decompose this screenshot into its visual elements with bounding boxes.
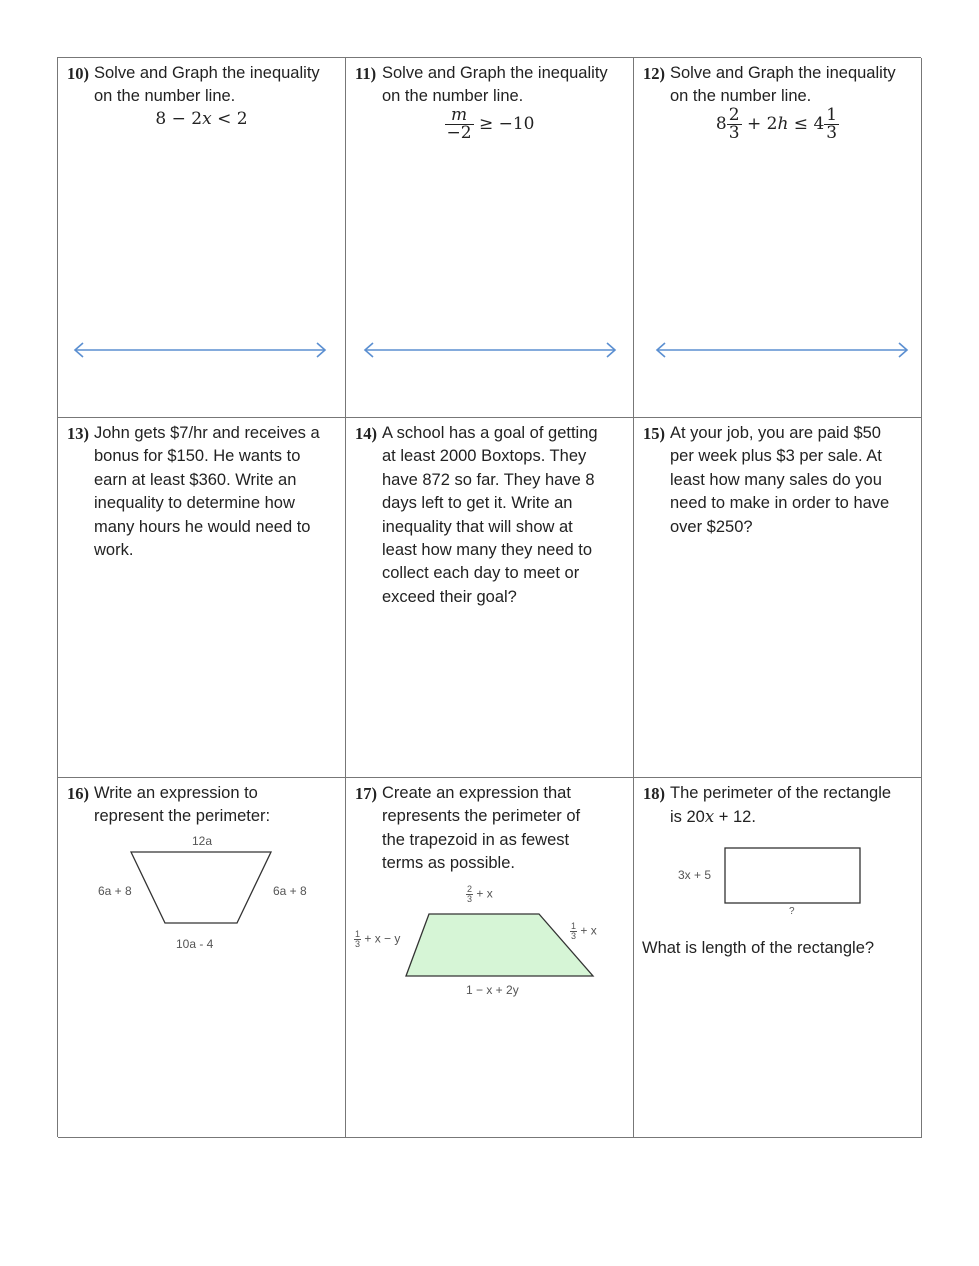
problem-line: on the number line. — [94, 87, 236, 106]
fraction — [466, 885, 473, 904]
problem-line: Solve and Graph the inequality — [94, 64, 320, 82]
problem-line: Solve and Graph the inequality — [382, 64, 608, 82]
trapezoid-left-label: 6a + 8 — [98, 884, 132, 898]
problem-number: 11) — [355, 64, 377, 83]
problem-line: John gets $7/hr and receives a — [94, 424, 320, 442]
numerator: m — [445, 107, 474, 125]
problem-number: 17) — [355, 784, 377, 803]
problem-number: 15) — [643, 424, 665, 443]
trapezoid-bottom-label: 10a - 4 — [176, 937, 214, 951]
inequality-10 — [66, 109, 337, 129]
problem-line: inequality that will show at — [382, 517, 573, 536]
problem-line: At your job, you are paid $50 — [670, 424, 881, 442]
problem-18-text — [642, 782, 913, 830]
number-line-11[interactable] — [362, 340, 618, 360]
problem-17-text — [354, 782, 625, 876]
problem-13-text — [66, 422, 337, 562]
label-rest: + x — [473, 886, 493, 901]
problem-10-text — [66, 62, 337, 109]
problem-line: inequality to determine how — [94, 494, 295, 513]
denominator: 3 — [728, 122, 740, 143]
problem-number: 16) — [67, 784, 89, 803]
problem-line: Write an expression to — [94, 784, 258, 802]
problem-line: terms as possible. — [382, 854, 515, 873]
inequality-12 — [642, 104, 913, 143]
problem-line: collect each day to meet or — [382, 564, 580, 583]
problem-line: Create an expression that — [382, 784, 571, 802]
problem-11-cell — [346, 58, 634, 418]
rectangle-18 — [724, 847, 862, 905]
problem-line: bonus for $150. He wants to — [94, 447, 301, 466]
math-var: x — [704, 807, 715, 827]
number-line-10[interactable] — [72, 340, 328, 360]
problem-number: 14) — [355, 424, 377, 443]
problem-line: work. — [94, 541, 134, 560]
math-part: 8 − 2 — [155, 108, 203, 129]
trapezoid-16 — [130, 851, 274, 925]
problem-line: least how many they need to — [382, 541, 593, 560]
denominator: 3 — [571, 931, 577, 941]
fraction — [824, 104, 839, 143]
fraction — [570, 922, 577, 941]
trapezoid-17 — [404, 912, 596, 978]
trapezoid-bottom-label: 1 − x + 2y — [466, 983, 519, 997]
problem-15-text — [642, 422, 913, 539]
problem-16-cell — [58, 778, 346, 1138]
fraction — [354, 930, 361, 949]
math-part: ≤ 4 — [788, 113, 825, 134]
math-var: h — [777, 113, 789, 134]
denominator: 3 — [355, 939, 361, 949]
problem-number: 13) — [67, 424, 89, 443]
denominator: 3 — [467, 894, 473, 904]
problem-line: exceed their goal? — [382, 587, 517, 606]
problem-18-cell — [634, 778, 922, 1138]
label-rest: + x − y — [361, 931, 401, 946]
problem-line — [670, 805, 913, 829]
problem-line: Solve and Graph the inequality — [670, 64, 896, 82]
problem-line: A school has a goal of getting — [382, 424, 598, 442]
numerator: 1 — [826, 104, 838, 125]
problem-line: on the number line. — [670, 87, 812, 106]
problem-14-text — [354, 422, 625, 609]
trapezoid-right-label — [570, 922, 597, 941]
math-part: < 2 — [211, 108, 248, 129]
problem-line: the trapezoid in as fewest — [382, 830, 570, 849]
problem-line: earn at least $360. Write an — [94, 470, 297, 489]
problem-line: have 872 so far. They have 8 — [382, 470, 595, 489]
problem-12-text — [642, 62, 913, 109]
whole-number: 8 — [715, 113, 727, 134]
problem-line: need to make in order to have — [670, 494, 890, 513]
fraction — [727, 104, 742, 143]
problem-line: represent the perimeter: — [94, 807, 271, 826]
rectangle-side-label: 3x + 5 — [678, 868, 712, 882]
math-part: + 2 — [741, 113, 778, 134]
rectangle-bottom-label: ? — [789, 906, 795, 917]
math-part: is 20 — [670, 808, 705, 827]
problem-17-cell — [346, 778, 634, 1138]
problem-line: The perimeter of the rectangle — [670, 784, 892, 802]
inequality-11 — [354, 104, 625, 143]
problem-line: many hours he would need to — [94, 517, 311, 536]
problem-number: 18) — [643, 784, 665, 803]
number-line-12[interactable] — [654, 340, 910, 360]
trapezoid-left-label — [354, 930, 400, 949]
math-part: + 12. — [714, 808, 756, 827]
problem-line: over $250? — [670, 517, 753, 536]
problem-16-text — [66, 782, 337, 829]
problem-line: per week plus $3 per sale. At — [670, 447, 882, 466]
problem-15-cell — [634, 418, 922, 778]
problem-line: least how many sales do you — [670, 470, 882, 489]
problem-number: 10) — [67, 64, 89, 83]
denominator: −2 — [446, 122, 472, 143]
problem-13-cell — [58, 418, 346, 778]
numerator: 2 — [728, 104, 740, 125]
problem-10-cell — [58, 58, 346, 418]
numerator: 1 — [571, 921, 577, 931]
problem-18-question: What is length of the rectangle? — [642, 939, 875, 957]
problem-12-cell — [634, 58, 922, 418]
math-part: ≥ −10 — [473, 113, 535, 134]
numerator: 1 — [355, 929, 361, 939]
problem-14-cell — [346, 418, 634, 778]
worksheet-grid — [57, 57, 921, 1137]
trapezoid-top-label: 12a — [192, 834, 213, 848]
math-var: x — [202, 108, 212, 129]
denominator: 3 — [826, 122, 838, 143]
problem-line: at least 2000 Boxtops. They — [382, 447, 587, 466]
numerator: 2 — [467, 884, 473, 894]
trapezoid-top-label — [466, 885, 493, 904]
problem-11-text — [354, 62, 625, 109]
label-rest: + x — [577, 923, 597, 938]
problem-line: represents the perimeter of — [382, 807, 581, 826]
trapezoid-right-label: 6a + 8 — [273, 884, 307, 898]
fraction — [445, 104, 474, 143]
problem-line: on the number line. — [382, 87, 524, 106]
problem-number: 12) — [643, 64, 665, 83]
problem-line: days left to get it. Write an — [382, 494, 573, 513]
